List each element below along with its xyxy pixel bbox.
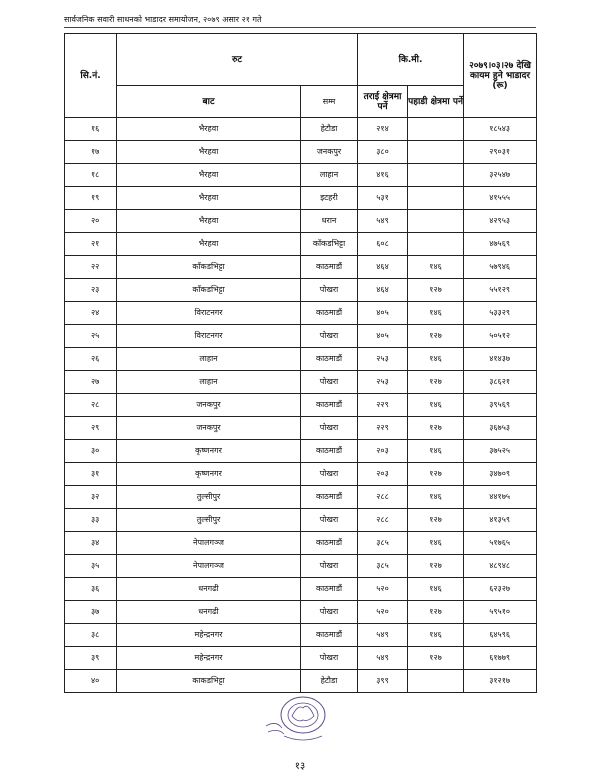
cell-hilly-km [408, 164, 464, 187]
cell-hilly-km: १४६ [408, 532, 464, 555]
col-header-hilly: पहाडी क्षेत्रमा पर्ने [408, 86, 464, 118]
cell-terai-km: ४०५ [358, 325, 408, 348]
cell-from: नेपालगञ्ज [117, 532, 301, 555]
cell-rate: ४२९५३ [464, 210, 537, 233]
table-row [65, 578, 537, 601]
cell-terai-km: २२९ [358, 394, 408, 417]
cell-from: महेन्द्रनगर [117, 647, 301, 670]
cell-sn: २१ [65, 233, 117, 256]
cell-from: भैरहवा [117, 141, 301, 164]
cell-rate: ५०५१२ [464, 325, 537, 348]
cell-hilly-km [408, 670, 464, 693]
cell-terai-km: ५२० [358, 578, 408, 601]
cell-from: विराटनगर [117, 302, 301, 325]
col-header-km: कि.मी. [358, 34, 464, 86]
cell-hilly-km [408, 118, 464, 141]
cell-sn: २४ [65, 302, 117, 325]
table-row [65, 302, 537, 325]
table-row [65, 647, 537, 670]
cell-to: पोखरा [301, 509, 358, 532]
cell-rate: ४१३५९ [464, 509, 537, 532]
cell-rate: ३२५४७ [464, 164, 537, 187]
cell-terai-km: २५३ [358, 348, 408, 371]
cell-sn: १८ [65, 164, 117, 187]
table-row [65, 486, 537, 509]
cell-terai-km: ५३१ [358, 187, 408, 210]
table-row [65, 118, 537, 141]
cell-rate: ६२३२७ [464, 578, 537, 601]
col-header-route: रुट [117, 34, 358, 86]
cell-from: भैरहवा [117, 233, 301, 256]
cell-to: काठमाडौं [301, 348, 358, 371]
cell-rate: ६४५९६ [464, 624, 537, 647]
cell-sn: ३० [65, 440, 117, 463]
cell-hilly-km: १४६ [408, 624, 464, 647]
cell-sn: २८ [65, 394, 117, 417]
cell-to: काठमाडौं [301, 302, 358, 325]
official-seal-stamp [262, 690, 344, 744]
table-row [65, 624, 537, 647]
cell-to: काँकडभिट्टा [301, 233, 358, 256]
cell-terai-km: ६०८ [358, 233, 408, 256]
table-row [65, 348, 537, 371]
table-row [65, 440, 537, 463]
cell-rate: ४८९४८ [464, 555, 537, 578]
cell-rate: ४१४३७ [464, 348, 537, 371]
cell-to: काठमाडौं [301, 256, 358, 279]
cell-sn: २५ [65, 325, 117, 348]
cell-terai-km: २२९ [358, 417, 408, 440]
col-header-rate: २०७९।०३।२७ देखि कायम हुने भाडादर (रू) [464, 34, 537, 118]
cell-rate: ४१५५५ [464, 187, 537, 210]
table-row [65, 463, 537, 486]
cell-terai-km: २०३ [358, 463, 408, 486]
cell-terai-km: ३८० [358, 141, 408, 164]
cell-from: विराटनगर [117, 325, 301, 348]
cell-to: पोखरा [301, 417, 358, 440]
cell-sn: २२ [65, 256, 117, 279]
cell-sn: ३१ [65, 463, 117, 486]
table-row [65, 394, 537, 417]
cell-hilly-km [408, 141, 464, 164]
cell-hilly-km [408, 233, 464, 256]
cell-sn: ३७ [65, 601, 117, 624]
cell-sn: १९ [65, 187, 117, 210]
cell-from: भैरहवा [117, 210, 301, 233]
cell-sn: ३६ [65, 578, 117, 601]
cell-hilly-km: १२७ [408, 555, 464, 578]
cell-to: जनकपुर [301, 141, 358, 164]
cell-rate: ३६७५३ [464, 417, 537, 440]
cell-from: जनकपुर [117, 417, 301, 440]
cell-terai-km: ३९९ [358, 670, 408, 693]
cell-from: तुल्सीपुर [117, 486, 301, 509]
cell-hilly-km: १२७ [408, 325, 464, 348]
cell-to: काठमाडौं [301, 578, 358, 601]
cell-from: तुल्सीपुर [117, 509, 301, 532]
table-row [65, 509, 537, 532]
cell-to: पोखरा [301, 371, 358, 394]
cell-terai-km: २८८ [358, 509, 408, 532]
cell-from: कृष्णनगर [117, 463, 301, 486]
cell-rate: ३७५२५ [464, 440, 537, 463]
table-body [65, 118, 537, 693]
cell-rate: ५७९४६ [464, 256, 537, 279]
table-row [65, 210, 537, 233]
cell-sn: २९ [65, 417, 117, 440]
cell-sn: ३२ [65, 486, 117, 509]
cell-hilly-km: १४६ [408, 348, 464, 371]
cell-rate: ६१७७९ [464, 647, 537, 670]
cell-from: धनगढी [117, 578, 301, 601]
cell-sn: ३४ [65, 532, 117, 555]
fare-table [64, 33, 537, 693]
table-row [65, 141, 537, 164]
cell-hilly-km: १२७ [408, 463, 464, 486]
cell-sn: २६ [65, 348, 117, 371]
cell-sn: १७ [65, 141, 117, 164]
cell-from: काकडभिट्टा [117, 670, 301, 693]
cell-terai-km: २०३ [358, 440, 408, 463]
page-number: १३ [294, 761, 306, 772]
cell-from: लाहान [117, 371, 301, 394]
cell-from: कृष्णनगर [117, 440, 301, 463]
cell-rate: १८५४३ [464, 118, 537, 141]
cell-terai-km: ३८५ [358, 532, 408, 555]
col-header-sn: सि.नं. [65, 34, 117, 118]
cell-hilly-km: १२७ [408, 601, 464, 624]
table-row [65, 187, 537, 210]
col-header-to: सम्म [301, 86, 358, 118]
cell-from: धनगढी [117, 601, 301, 624]
cell-rate: ५५१२९ [464, 279, 537, 302]
cell-hilly-km: १४६ [408, 394, 464, 417]
cell-to: पोखरा [301, 555, 358, 578]
cell-sn: २३ [65, 279, 117, 302]
cell-terai-km: ५४९ [358, 647, 408, 670]
col-header-terai: तराई क्षेत्रमा पर्ने [358, 86, 408, 118]
cell-hilly-km: १२७ [408, 509, 464, 532]
cell-from: भैरहवा [117, 118, 301, 141]
cell-to: इटहरी [301, 187, 358, 210]
cell-to: लाहान [301, 164, 358, 187]
cell-sn: ४० [65, 670, 117, 693]
cell-terai-km: ५४९ [358, 624, 408, 647]
cell-rate: ५३३२९ [464, 302, 537, 325]
col-header-from: बाट [117, 86, 301, 118]
cell-hilly-km: १२७ [408, 279, 464, 302]
cell-rate: ३४७०९ [464, 463, 537, 486]
cell-terai-km: ४६४ [358, 279, 408, 302]
cell-hilly-km: १२७ [408, 647, 464, 670]
cell-terai-km: ४०५ [358, 302, 408, 325]
cell-from: लाहान [117, 348, 301, 371]
cell-hilly-km: १२७ [408, 417, 464, 440]
cell-from: भैरहवा [117, 187, 301, 210]
table-row [65, 532, 537, 555]
cell-hilly-km: १४६ [408, 486, 464, 509]
cell-rate: ३८६२१ [464, 371, 537, 394]
cell-to: हेटौडा [301, 670, 358, 693]
cell-from: भैरहवा [117, 164, 301, 187]
cell-to: धरान [301, 210, 358, 233]
table-row [65, 325, 537, 348]
cell-terai-km: २१४ [358, 118, 408, 141]
cell-terai-km: ३८५ [358, 555, 408, 578]
cell-hilly-km: १२७ [408, 371, 464, 394]
cell-rate: २९०३१ [464, 141, 537, 164]
cell-rate: ५९५१० [464, 601, 537, 624]
cell-sn: ३९ [65, 647, 117, 670]
cell-to: पोखरा [301, 601, 358, 624]
cell-sn: ३५ [65, 555, 117, 578]
cell-sn: २७ [65, 371, 117, 394]
table-row [65, 601, 537, 624]
cell-to: काठमाडौं [301, 532, 358, 555]
cell-from: जनकपुर [117, 394, 301, 417]
cell-to: हेटौडा [301, 118, 358, 141]
cell-to: काठमाडौं [301, 486, 358, 509]
cell-to: पोखरा [301, 325, 358, 348]
table-row [65, 164, 537, 187]
cell-hilly-km: १४६ [408, 256, 464, 279]
cell-from: काँकडभिट्टा [117, 256, 301, 279]
cell-terai-km: २८८ [358, 486, 408, 509]
cell-from: काँकडभिट्टा [117, 279, 301, 302]
cell-hilly-km: १४६ [408, 440, 464, 463]
cell-terai-km: ५४९ [358, 210, 408, 233]
table-row [65, 371, 537, 394]
cell-from: नेपालगञ्ज [117, 555, 301, 578]
table-row [65, 256, 537, 279]
cell-to: काठमाडौं [301, 394, 358, 417]
cell-sn: ३३ [65, 509, 117, 532]
table-row [65, 233, 537, 256]
cell-rate: ३१२१७ [464, 670, 537, 693]
cell-terai-km: ४६४ [358, 256, 408, 279]
cell-terai-km: २५३ [358, 371, 408, 394]
cell-rate: ५१७६५ [464, 532, 537, 555]
table-row [65, 417, 537, 440]
cell-sn: २० [65, 210, 117, 233]
cell-hilly-km [408, 187, 464, 210]
cell-terai-km: ४१६ [358, 164, 408, 187]
cell-terai-km: ५२० [358, 601, 408, 624]
cell-hilly-km [408, 210, 464, 233]
cell-to: पोखरा [301, 463, 358, 486]
cell-rate: ४७५६९ [464, 233, 537, 256]
cell-hilly-km: १४६ [408, 578, 464, 601]
cell-rate: ३९५६९ [464, 394, 537, 417]
table-row [65, 555, 537, 578]
document-header-line: सार्वजनिक सवारी साधनको भाडादर समायोजन, २०७९ असार २१ गते [64, 14, 536, 28]
cell-to: काठमाडौं [301, 624, 358, 647]
cell-hilly-km: १४६ [408, 302, 464, 325]
cell-from: महेन्द्रनगर [117, 624, 301, 647]
cell-to: पोखरा [301, 279, 358, 302]
cell-sn: ३८ [65, 624, 117, 647]
cell-rate: ४४१७५ [464, 486, 537, 509]
cell-to: काठमाडौं [301, 440, 358, 463]
cell-sn: १६ [65, 118, 117, 141]
table-row [65, 279, 537, 302]
cell-to: पोखरा [301, 647, 358, 670]
